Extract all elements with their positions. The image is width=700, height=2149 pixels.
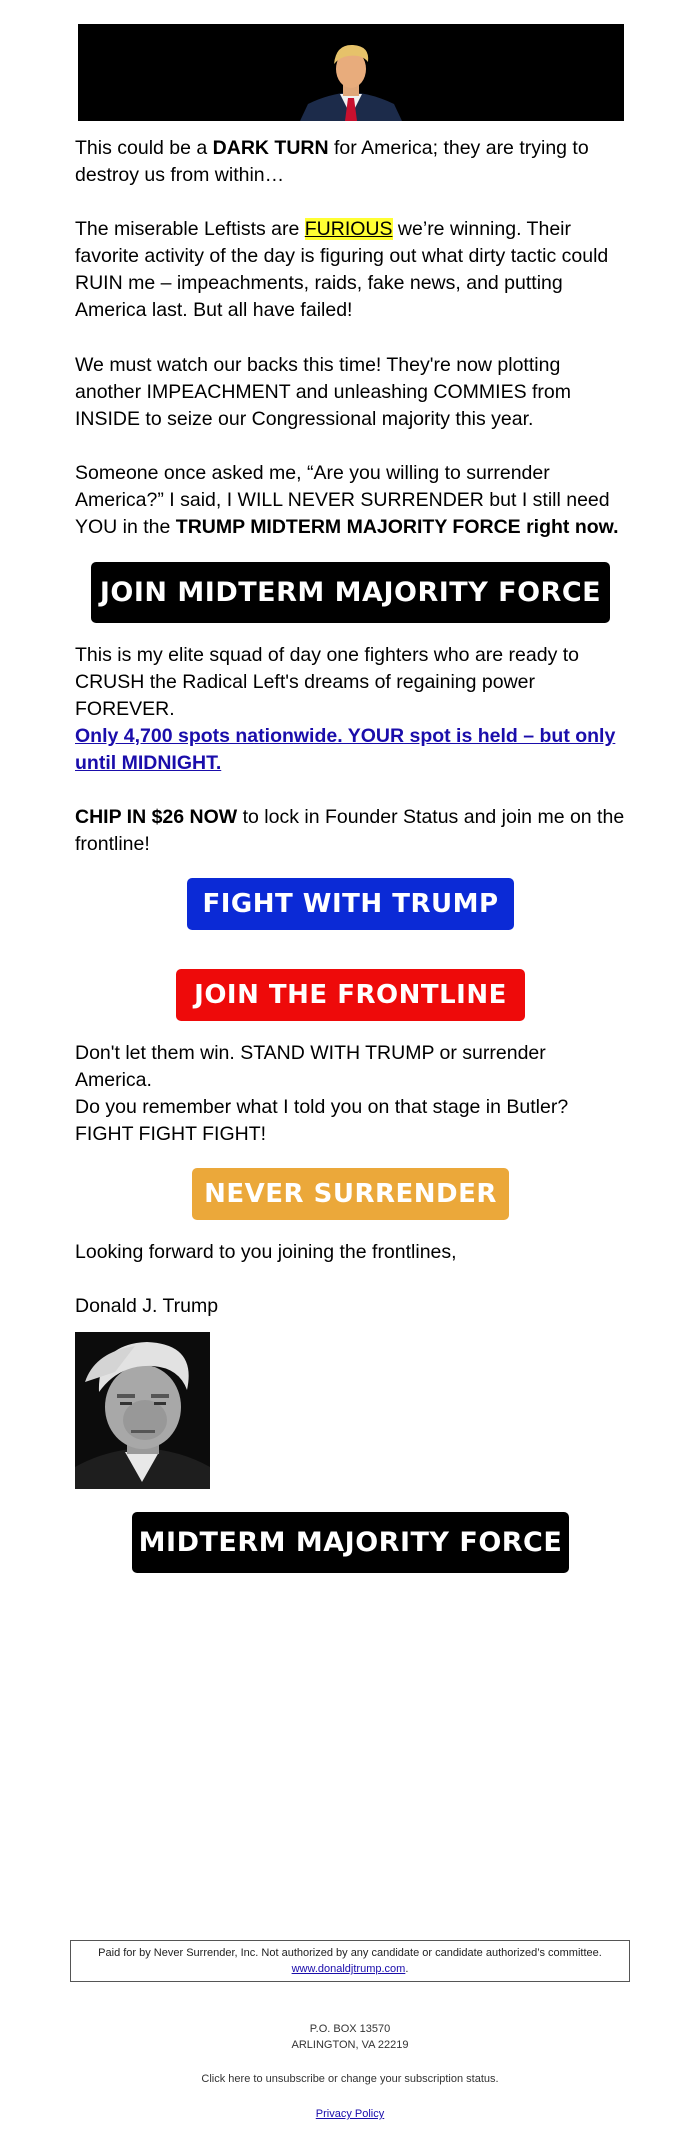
elite-squad-paragraph: This is my elite squad of day one fighters who are ready to CRUSH the Radical Left's dreams of regaining power FOREVER.: [75, 644, 580, 720]
header-banner-image: [78, 24, 624, 121]
paid-for-disclaimer: Paid for by Never Surrender, Inc. Not authorized by any candidate or candidate authorized’s committee. www.donaldjtrump.com.: [70, 1940, 630, 1982]
join-midterm-majority-force-button[interactable]: JOIN MIDTERM MAJORITY FORCE: [91, 562, 610, 623]
never-surrender-button[interactable]: NEVER SURRENDER: [192, 1168, 509, 1220]
butler-paragraph: Do you remember what I told you on that stage in Butler? FIGHT FIGHT FIGHT!: [75, 1096, 569, 1145]
spots-paragraph: [75, 723, 625, 777]
trump-portrait-icon: [78, 24, 624, 121]
trump-headshot-icon: [75, 1332, 210, 1489]
surrender-paragraph: Someone once asked me, “Are you willing to surrender America?” I said, I WILL NEVER SURRENDER but I still need YOU in the TRUMP MIDTERM MAJORITY FORCE right now.: [75, 462, 619, 538]
join-the-frontline-button[interactable]: JOIN THE FRONTLINE: [176, 969, 525, 1021]
midterm-majority-force-button[interactable]: MIDTERM MAJORITY FORCE: [132, 1512, 569, 1573]
midterm-force-bold: TRUMP MIDTERM MAJORITY FORCE: [175, 516, 521, 538]
signature-portrait-image: [75, 1332, 210, 1489]
unsubscribe-link[interactable]: Click here to unsubscribe or change your subscription status.: [201, 2073, 499, 2085]
intro-paragraph: This could be a DARK TURN for America; they are trying to destroy us from within…: [75, 137, 589, 186]
chip-in-paragraph: CHIP IN $26 NOW to lock in Founder Status and join me on the frontline!: [75, 806, 625, 855]
city-address: ARLINGTON, VA 22219: [291, 2039, 409, 2051]
signature-name: Donald J. Trump: [75, 1295, 219, 1317]
spots-link[interactable]: Only 4,700 spots nationwide. YOUR spot is held – but only until MIDNIGHT.: [75, 725, 616, 774]
privacy-policy-container: [0, 2106, 700, 2122]
fight-with-trump-button[interactable]: FIGHT WITH TRUMP: [187, 878, 514, 930]
paid-for-text: Paid for by Never Surrender, Inc. Not authorized by any candidate or candidate authorized’s committee.: [98, 1947, 602, 1959]
furious-highlight: FURIOUS: [304, 218, 393, 240]
po-box-address: P.O. BOX 13570: [309, 2023, 391, 2035]
website-link[interactable]: www.donaldjtrump.com: [291, 1963, 406, 1975]
dark-turn-text: DARK TURN: [212, 137, 329, 159]
privacy-policy-link[interactable]: Privacy Policy: [315, 2108, 385, 2120]
closing-line: Looking forward to you joining the frontlines,: [75, 1241, 457, 1263]
chip-in-bold[interactable]: CHIP IN $26 NOW: [75, 806, 238, 828]
impeachment-paragraph: We must watch our backs this time! They're now plotting another IMPEACHMENT and unleashing COMMIES from INSIDE to seize our Congressional majority this year.: [75, 354, 571, 430]
leftists-paragraph: The miserable Leftists are FURIOUS we’re winning. Their favorite activity of the day is figuring out what dirty tactic could RUIN me – impeachments, raids, fake news, and putting America last. But all have failed!: [75, 218, 609, 321]
dont-let-them-win-paragraph: Don't let them win. STAND WITH TRUMP or surrender America.: [75, 1042, 546, 1091]
